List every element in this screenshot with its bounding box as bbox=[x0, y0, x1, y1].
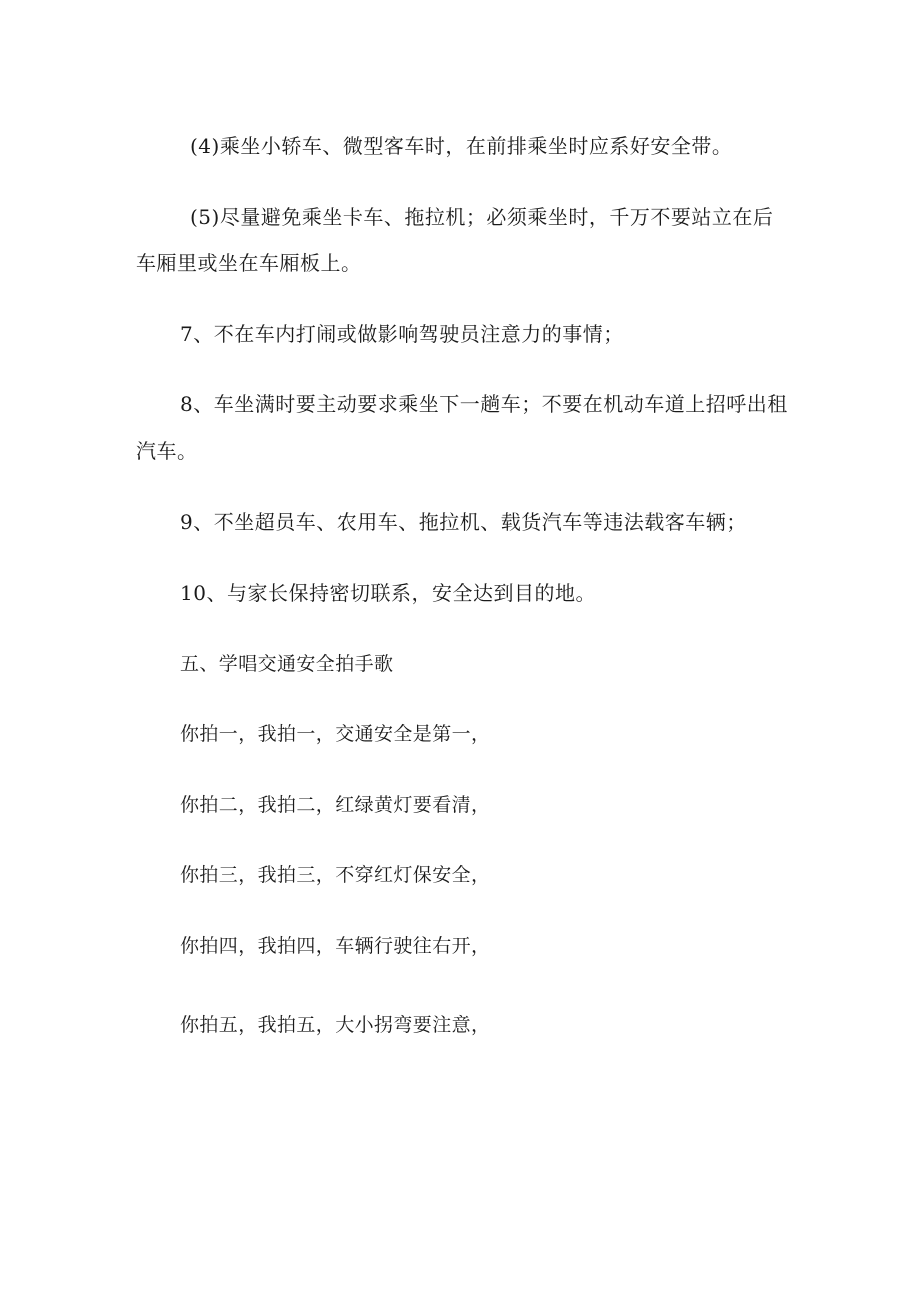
paragraph-item-5-line2: 车厢里或坐在车厢板上。 bbox=[136, 251, 362, 275]
song-line-3: 你拍三，我拍三，不穿红灯保安全， bbox=[180, 864, 491, 886]
paragraph-item-8-line1: 8、车坐满时要主动要求乘坐下一趟车；不要在机动车道上招呼出租 bbox=[180, 392, 788, 416]
song-line-2: 你拍二，我拍二，红绿黄灯要看清， bbox=[180, 794, 491, 816]
paragraph-item-7: 7、不在车内打闹或做影响驾驶员注意力的事情； bbox=[180, 322, 624, 346]
song-line-5: 你拍五，我拍五，大小拐弯要注意， bbox=[180, 1014, 491, 1036]
section-title: 五、学唱交通安全拍手歌 bbox=[180, 653, 394, 675]
paragraph-item-9: 9、不坐超员车、农用车、拖拉机、载货汽车等违法载客车辆； bbox=[180, 510, 747, 534]
paragraph-item-5-line1: (5)尽量避免乘坐卡车、拖拉机；必须乘坐时，千万不要站立在后 bbox=[190, 205, 774, 229]
song-line-4: 你拍四，我拍四，车辆行驶往右开， bbox=[180, 935, 491, 957]
paragraph-item-4: (4)乘坐小轿车、微型客车时，在前排乘坐时应系好安全带。 bbox=[190, 134, 733, 158]
paragraph-item-10: 10、与家长保持密切联系，安全达到目的地。 bbox=[180, 581, 596, 605]
paragraph-item-8-line2: 汽车。 bbox=[136, 439, 198, 463]
song-line-1: 你拍一，我拍一，交通安全是第一， bbox=[180, 723, 491, 745]
